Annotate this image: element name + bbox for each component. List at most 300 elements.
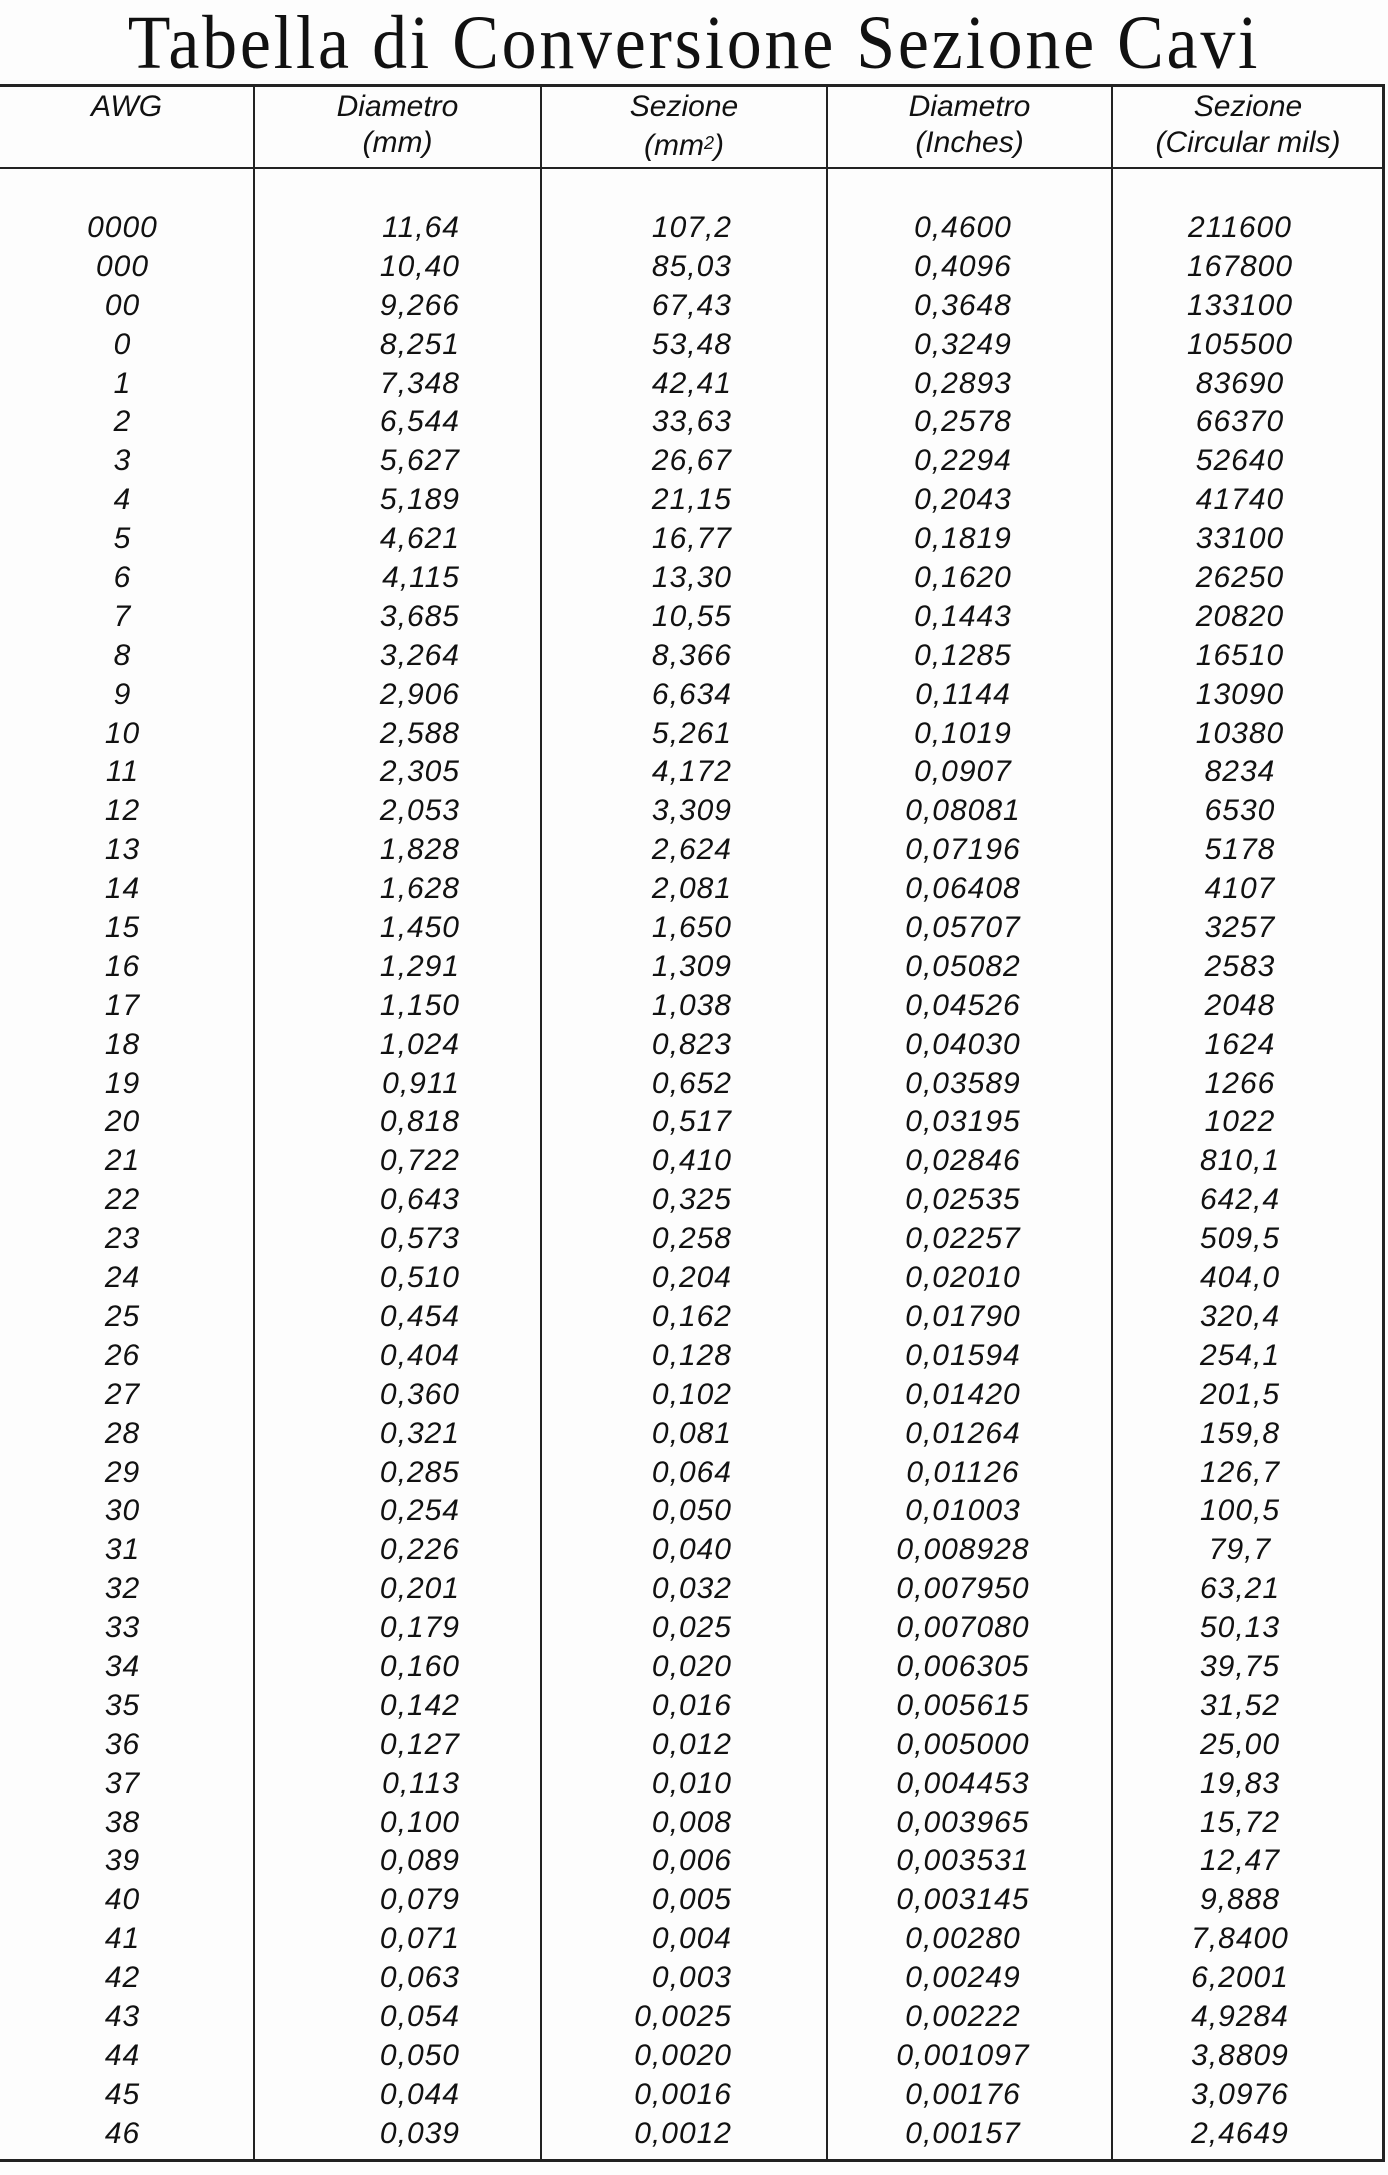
- section-circular-mils-cell: 100,5: [1199, 1494, 1281, 1528]
- awg-cell: 12: [104, 794, 141, 828]
- table-row: [0, 2037, 1385, 2076]
- awg-cell: 11: [105, 755, 140, 789]
- section-mm2-cell: 0,006: [651, 1844, 732, 1878]
- table-row: [0, 753, 1385, 792]
- table-row: [0, 1687, 1385, 1726]
- table-row: [0, 1726, 1385, 1765]
- awg-cell: 3: [113, 444, 132, 478]
- awg-cell: 16: [104, 949, 141, 983]
- awg-cell: 41: [104, 1922, 141, 1956]
- diameter-mm-cell: 0,510: [379, 1261, 460, 1295]
- diameter-inches-cell: 0,04526: [905, 988, 1021, 1022]
- table-row: [0, 676, 1385, 715]
- section-mm2-cell: 0,204: [651, 1261, 732, 1295]
- section-mm2-cell: 67,43: [651, 288, 732, 322]
- section-mm2-cell: 1,309: [651, 949, 732, 983]
- section-circular-mils-cell: 66370: [1195, 405, 1285, 439]
- awg-cell: 20: [104, 1105, 141, 1139]
- diameter-mm-cell: 0,404: [379, 1338, 460, 1372]
- diameter-inches-cell: 0,2578: [914, 405, 1012, 439]
- table-row: [0, 987, 1385, 1026]
- diameter-mm-cell: 1,024: [379, 1027, 460, 1061]
- awg-cell: 40: [104, 1883, 141, 1917]
- diameter-mm-cell: 4,115: [382, 561, 460, 595]
- table-row: [0, 365, 1385, 404]
- diameter-mm-cell: 0,722: [379, 1144, 460, 1178]
- table-row: [0, 870, 1385, 909]
- diameter-mm-cell: 0,573: [379, 1222, 460, 1256]
- section-mm2-cell: 4,172: [651, 755, 732, 789]
- section-mm2-cell: 1,038: [651, 988, 732, 1022]
- diameter-mm-cell: 9,266: [379, 288, 460, 322]
- diameter-mm-cell: 0,127: [379, 1727, 460, 1761]
- diameter-mm-cell: 1,291: [379, 949, 460, 983]
- section-circular-mils-cell: 26250: [1195, 561, 1285, 595]
- header-diameter-mm: [255, 89, 540, 167]
- diameter-inches-cell: 0,05707: [905, 911, 1021, 945]
- section-mm2-cell: 0,005: [651, 1883, 732, 1917]
- table-row: [0, 481, 1385, 520]
- diameter-inches-cell: 0,006305: [896, 1649, 1030, 1683]
- awg-cell: 30: [104, 1494, 141, 1528]
- section-mm2-cell: 53,48: [651, 327, 732, 361]
- diameter-mm-cell: 0,360: [379, 1377, 460, 1411]
- diameter-inches-cell: 0,1019: [914, 716, 1012, 750]
- section-circular-mils-cell: 52640: [1195, 444, 1285, 478]
- section-circular-mils-cell: 3,8809: [1191, 2038, 1289, 2072]
- awg-cell: 6: [113, 561, 132, 595]
- diameter-inches-cell: 0,1819: [914, 522, 1012, 556]
- table-row: [0, 1842, 1385, 1881]
- diameter-mm-cell: 8,251: [379, 327, 460, 361]
- header-unit: (Inches): [915, 126, 1024, 159]
- diameter-inches-cell: 0,01264: [905, 1416, 1021, 1450]
- section-mm2-cell: 42,41: [651, 366, 732, 400]
- section-mm2-cell: 0,410: [651, 1144, 732, 1178]
- diameter-inches-cell: 0,02010: [905, 1261, 1021, 1295]
- diameter-inches-cell: 0,01420: [905, 1377, 1021, 1411]
- awg-cell: 18: [104, 1027, 141, 1061]
- section-mm2-cell: 0,004: [651, 1922, 732, 1956]
- section-circular-mils-cell: 41740: [1195, 483, 1285, 517]
- awg-cell: 19: [104, 1066, 141, 1100]
- diameter-inches-cell: 0,3249: [914, 327, 1012, 361]
- section-circular-mils-cell: 63,21: [1199, 1572, 1281, 1606]
- awg-cell: 21: [104, 1144, 141, 1178]
- awg-cell: 9: [113, 677, 132, 711]
- diameter-inches-cell: 0,04030: [905, 1027, 1021, 1061]
- table-row: [0, 1220, 1385, 1259]
- section-circular-mils-cell: 211600: [1188, 211, 1292, 244]
- diameter-inches-cell: 0,03195: [905, 1105, 1021, 1139]
- awg-cell: 31: [104, 1533, 141, 1567]
- table-row: [0, 1998, 1385, 2037]
- diameter-inches-cell: 0,4600: [914, 211, 1012, 244]
- diameter-mm-cell: 2,906: [379, 677, 460, 711]
- header-awg-label: AWG: [90, 90, 163, 123]
- section-circular-mils-cell: 16510: [1195, 638, 1285, 672]
- header-divider: [0, 167, 1385, 169]
- awg-cell: 7: [113, 599, 132, 633]
- diameter-mm-cell: 0,285: [379, 1455, 460, 1489]
- awg-cell: 23: [104, 1222, 141, 1256]
- diameter-inches-cell: 0,004453: [896, 1766, 1030, 1800]
- diameter-inches-cell: 0,2043: [914, 483, 1012, 517]
- section-circular-mils-cell: 1624: [1204, 1027, 1276, 1061]
- section-mm2-cell: 6,634: [651, 677, 732, 711]
- awg-cell: 27: [104, 1377, 141, 1411]
- diameter-inches-cell: 0,007950: [896, 1572, 1030, 1606]
- awg-cell: 45: [104, 2077, 141, 2111]
- awg-cell: 33: [104, 1611, 141, 1645]
- section-mm2-cell: 0,064: [651, 1455, 732, 1489]
- awg-cell: 32: [104, 1572, 141, 1606]
- diameter-mm-cell: 0,179: [379, 1611, 460, 1645]
- section-circular-mils-cell: 50,13: [1199, 1611, 1281, 1645]
- diameter-inches-cell: 0,01594: [905, 1338, 1021, 1372]
- table-row: [0, 1298, 1385, 1337]
- table-row: [0, 637, 1385, 676]
- diameter-mm-cell: 0,063: [379, 1961, 460, 1995]
- diameter-inches-cell: 0,01790: [905, 1299, 1021, 1333]
- table-row: [0, 831, 1385, 870]
- section-circular-mils-cell: 31,52: [1199, 1688, 1281, 1722]
- section-mm2-cell: 0,050: [651, 1494, 732, 1528]
- diameter-inches-cell: 0,1443: [914, 599, 1012, 633]
- diameter-mm-cell: 0,321: [379, 1416, 460, 1450]
- diameter-mm-cell: 0,160: [379, 1649, 460, 1683]
- section-circular-mils-cell: 7,8400: [1191, 1922, 1289, 1956]
- table-row: [0, 598, 1385, 637]
- diameter-inches-cell: 0,08081: [905, 794, 1021, 828]
- table-row: [0, 1881, 1385, 1920]
- table-row: [0, 520, 1385, 559]
- diameter-inches-cell: 0,003531: [896, 1844, 1030, 1878]
- section-mm2-cell: 0,517: [651, 1105, 732, 1139]
- header-section-circular-mils: [1113, 89, 1383, 167]
- section-circular-mils-cell: 810,1: [1199, 1144, 1281, 1178]
- diameter-mm-cell: 0,089: [379, 1844, 460, 1878]
- section-mm2-cell: 0,652: [651, 1066, 732, 1100]
- section-circular-mils-cell: 1266: [1204, 1066, 1276, 1100]
- section-circular-mils-cell: 15,72: [1199, 1805, 1281, 1839]
- section-circular-mils-cell: 1022: [1204, 1105, 1276, 1139]
- table-row: [0, 792, 1385, 831]
- page-title: Tabella di Conversione Sezione Cavi: [127, 1, 1261, 85]
- diameter-mm-cell: 0,079: [379, 1883, 460, 1917]
- diameter-mm-cell: 0,071: [379, 1922, 460, 1956]
- section-circular-mils-cell: 12,47: [1199, 1844, 1281, 1878]
- diameter-inches-cell: 0,008928: [896, 1533, 1030, 1567]
- section-circular-mils-cell: 83690: [1195, 366, 1285, 400]
- diameter-inches-cell: 0,005615: [896, 1688, 1030, 1722]
- table-row: [0, 715, 1385, 754]
- section-mm2-cell: 2,624: [651, 833, 732, 867]
- section-circular-mils-cell: 6,2001: [1191, 1961, 1289, 1995]
- section-circular-mils-cell: 167800: [1186, 249, 1294, 283]
- awg-cell: 44: [104, 2038, 141, 2072]
- section-mm2-cell: 0,325: [651, 1183, 732, 1217]
- diameter-inches-cell: 0,00176: [905, 2077, 1021, 2111]
- section-mm2-cell: 0,162: [651, 1299, 732, 1333]
- diameter-mm-cell: 3,264: [379, 638, 460, 672]
- header-label: Diametro: [908, 90, 1031, 123]
- section-circular-mils-cell: 642,4: [1199, 1183, 1281, 1217]
- awg-cell: 35: [104, 1688, 141, 1722]
- section-circular-mils-cell: 159,8: [1199, 1416, 1281, 1450]
- diameter-inches-cell: 0,1144: [915, 677, 1011, 711]
- section-circular-mils-cell: 13090: [1195, 677, 1285, 711]
- diameter-mm-cell: 1,828: [379, 833, 460, 867]
- section-circular-mils-cell: 79,7: [1208, 1533, 1272, 1567]
- diameter-mm-cell: 0,226: [379, 1533, 460, 1567]
- awg-cell: 17: [104, 988, 141, 1022]
- awg-cell: 42: [104, 1961, 141, 1995]
- diameter-inches-cell: 0,4096: [914, 249, 1012, 283]
- section-circular-mils-cell: 3257: [1204, 911, 1276, 945]
- table-row: [0, 1804, 1385, 1843]
- section-mm2-cell: 0,016: [651, 1688, 732, 1722]
- diameter-inches-cell: 0,02257: [905, 1222, 1021, 1256]
- awg-cell: 10: [104, 716, 141, 750]
- section-mm2-cell: 107,2: [651, 211, 732, 244]
- diameter-mm-cell: 0,039: [379, 2116, 460, 2150]
- section-circular-mils-cell: 126,7: [1199, 1455, 1281, 1489]
- table-row: [0, 1920, 1385, 1959]
- diameter-mm-cell: 5,189: [379, 483, 460, 517]
- awg-cell: 25: [104, 1299, 141, 1333]
- diameter-mm-cell: 0,142: [379, 1688, 460, 1722]
- header-unit: (Circular mils): [1155, 126, 1341, 159]
- table-row: [0, 1609, 1385, 1648]
- awg-cell: 26: [104, 1338, 141, 1372]
- diameter-inches-cell: 0,003965: [896, 1805, 1030, 1839]
- diameter-mm-cell: 0,454: [379, 1299, 460, 1333]
- table-row: [0, 287, 1385, 326]
- table-row: [0, 1142, 1385, 1181]
- conversion-table: [0, 84, 1385, 2162]
- diameter-inches-cell: 0,005000: [896, 1727, 1030, 1761]
- table-row: [0, 1026, 1385, 1065]
- section-mm2-cell: 13,30: [651, 561, 732, 595]
- diameter-mm-cell: 0,201: [379, 1572, 460, 1606]
- diameter-inches-cell: 0,3648: [914, 288, 1012, 322]
- section-mm2-cell: 0,0012: [634, 2116, 732, 2150]
- awg-cell: 0: [113, 327, 132, 361]
- section-circular-mils-cell: 4107: [1204, 872, 1276, 906]
- diameter-mm-cell: 0,254: [379, 1494, 460, 1528]
- header-diameter-inches: [828, 89, 1111, 167]
- diameter-inches-cell: 0,001097: [896, 2038, 1030, 2072]
- section-circular-mils-cell: 201,5: [1199, 1377, 1281, 1411]
- diameter-inches-cell: 0,00280: [905, 1922, 1021, 1956]
- diameter-inches-cell: 0,01126: [906, 1455, 1020, 1489]
- header-label: Diametro: [336, 90, 459, 123]
- section-circular-mils-cell: 9,888: [1199, 1883, 1281, 1917]
- table-row: [0, 403, 1385, 442]
- diameter-inches-cell: 0,00157: [905, 2116, 1021, 2150]
- table-row: [0, 948, 1385, 987]
- section-mm2-cell: 0,102: [651, 1377, 732, 1411]
- section-mm2-cell: 0,010: [651, 1766, 732, 1800]
- diameter-inches-cell: 0,02846: [905, 1144, 1021, 1178]
- section-mm2-cell: 0,032: [651, 1572, 732, 1606]
- section-circular-mils-cell: 320,4: [1199, 1299, 1281, 1333]
- section-mm2-cell: 0,003: [651, 1961, 732, 1995]
- table-row: [0, 1492, 1385, 1531]
- section-mm2-cell: 0,0020: [634, 2038, 732, 2072]
- section-circular-mils-cell: 105500: [1186, 327, 1294, 361]
- section-mm2-cell: 26,67: [651, 444, 732, 478]
- diameter-mm-cell: 2,305: [379, 755, 460, 789]
- awg-cell: 39: [104, 1844, 141, 1878]
- table-row: [0, 1454, 1385, 1493]
- diameter-inches-cell: 0,1620: [914, 561, 1012, 595]
- awg-cell: 000: [95, 249, 150, 283]
- section-mm2-cell: 0,008: [651, 1805, 732, 1839]
- section-mm2-cell: 0,081: [651, 1416, 732, 1450]
- awg-cell: 8: [113, 638, 132, 672]
- section-circular-mils-cell: 509,5: [1199, 1222, 1281, 1256]
- section-mm2-cell: 5,261: [651, 716, 732, 750]
- section-circular-mils-cell: 2583: [1204, 949, 1276, 983]
- header-awg: [0, 89, 253, 167]
- awg-cell: 14: [104, 872, 141, 906]
- awg-cell: 43: [104, 1999, 141, 2033]
- section-mm2-cell: 16,77: [651, 522, 732, 556]
- diameter-inches-cell: 0,2893: [914, 366, 1012, 400]
- header-label: Sezione: [629, 90, 739, 123]
- section-circular-mils-cell: 25,00: [1199, 1727, 1281, 1761]
- table-row: [0, 442, 1385, 481]
- diameter-mm-cell: 5,627: [379, 444, 460, 478]
- awg-cell: 4: [113, 483, 132, 517]
- section-mm2-cell: 0,040: [651, 1533, 732, 1567]
- diameter-mm-cell: 1,628: [379, 872, 460, 906]
- diameter-mm-cell: 10,40: [379, 249, 460, 283]
- section-mm2-cell: 0,020: [651, 1649, 732, 1683]
- section-circular-mils-cell: 20820: [1195, 599, 1285, 633]
- table-row: [0, 326, 1385, 365]
- awg-cell: 34: [104, 1649, 141, 1683]
- awg-cell: 37: [104, 1766, 141, 1800]
- section-mm2-cell: 33,63: [651, 405, 732, 439]
- section-circular-mils-cell: 3,0976: [1191, 2077, 1289, 2111]
- table-row: [0, 2115, 1385, 2154]
- section-circular-mils-cell: 254,1: [1199, 1338, 1281, 1372]
- diameter-inches-cell: 0,0907: [914, 755, 1012, 789]
- table-row: [0, 1259, 1385, 1298]
- section-mm2-cell: 21,15: [651, 483, 732, 517]
- diameter-mm-cell: 0,818: [379, 1105, 460, 1139]
- awg-cell: 1: [113, 366, 132, 400]
- section-circular-mils-cell: 33100: [1195, 522, 1285, 556]
- section-circular-mils-cell: 4,9284: [1191, 1999, 1289, 2033]
- diameter-inches-cell: 0,02535: [905, 1183, 1021, 1217]
- section-mm2-cell: 3,309: [651, 794, 732, 828]
- section-circular-mils-cell: 133100: [1186, 288, 1294, 322]
- section-mm2-cell: 0,258: [651, 1222, 732, 1256]
- awg-cell: 29: [104, 1455, 141, 1489]
- diameter-inches-cell: 0,06408: [905, 872, 1021, 906]
- section-circular-mils-cell: 404,0: [1199, 1261, 1281, 1295]
- diameter-mm-cell: 0,044: [379, 2077, 460, 2111]
- section-mm2-cell: 8,366: [651, 638, 732, 672]
- section-circular-mils-cell: 6530: [1204, 794, 1276, 828]
- table-row: [0, 1337, 1385, 1376]
- section-circular-mils-cell: 10380: [1195, 716, 1285, 750]
- diameter-mm-cell: 7,348: [379, 366, 460, 400]
- table-body: [0, 209, 1385, 2154]
- awg-cell: 5: [113, 522, 132, 556]
- diameter-inches-cell: 0,03589: [905, 1066, 1021, 1100]
- table-row: [0, 1648, 1385, 1687]
- diameter-inches-cell: 0,007080: [896, 1611, 1030, 1645]
- diameter-inches-cell: 0,05082: [905, 949, 1021, 983]
- awg-cell: 0000: [87, 211, 158, 244]
- awg-cell: 46: [104, 2116, 141, 2150]
- diameter-mm-cell: 2,053: [379, 794, 460, 828]
- diameter-mm-cell: 0,050: [379, 2038, 460, 2072]
- diameter-mm-cell: 1,450: [379, 911, 460, 945]
- awg-cell: 13: [104, 833, 141, 867]
- diameter-mm-cell: 3,685: [379, 599, 460, 633]
- diameter-inches-cell: 0,003145: [896, 1883, 1030, 1917]
- diameter-mm-cell: 0,100: [379, 1805, 460, 1839]
- diameter-mm-cell: 0,643: [379, 1183, 460, 1217]
- section-mm2-cell: 10,55: [651, 599, 732, 633]
- awg-cell: 00: [104, 288, 141, 322]
- diameter-inches-cell: 0,2294: [914, 444, 1012, 478]
- section-mm2-cell: 0,0016: [634, 2077, 732, 2111]
- diameter-mm-cell: 1,150: [379, 988, 460, 1022]
- diameter-mm-cell: 0,113: [382, 1766, 460, 1800]
- section-mm2-cell: 0,025: [651, 1611, 732, 1645]
- header-unit: (mm): [362, 126, 433, 159]
- table-row: [0, 209, 1385, 248]
- diameter-inches-cell: 0,1285: [914, 638, 1012, 672]
- diameter-inches-cell: 0,00222: [905, 1999, 1021, 2033]
- section-circular-mils-cell: 2048: [1204, 988, 1276, 1022]
- table-row: [0, 1570, 1385, 1609]
- section-circular-mils-cell: 19,83: [1199, 1766, 1281, 1800]
- table-row: [0, 248, 1385, 287]
- awg-cell: 15: [104, 911, 141, 945]
- section-mm2-cell: 85,03: [651, 249, 732, 283]
- awg-cell: 38: [104, 1805, 141, 1839]
- awg-cell: 36: [104, 1727, 141, 1761]
- table-row: [0, 1531, 1385, 1570]
- diameter-mm-cell: 0,054: [379, 1999, 460, 2033]
- section-mm2-cell: 2,081: [651, 872, 732, 906]
- table-row: [0, 1181, 1385, 1220]
- section-circular-mils-cell: 8234: [1204, 755, 1276, 789]
- diameter-mm-cell: 0,911: [382, 1066, 460, 1100]
- table-row: [0, 1065, 1385, 1104]
- diameter-mm-cell: 11,64: [382, 211, 460, 244]
- diameter-inches-cell: 0,07196: [905, 833, 1021, 867]
- header-section-mm2: [542, 89, 826, 167]
- awg-cell: 22: [104, 1183, 141, 1217]
- header-unit: $(mm^2)$: [644, 129, 724, 162]
- table-row: [0, 1959, 1385, 1998]
- diameter-mm-cell: 4,621: [379, 522, 460, 556]
- section-circular-mils-cell: 39,75: [1199, 1649, 1281, 1683]
- table-row: [0, 559, 1385, 598]
- section-circular-mils-cell: 2,4649: [1191, 2116, 1289, 2150]
- table-row: [0, 2076, 1385, 2115]
- diameter-inches-cell: 0,01003: [905, 1494, 1021, 1528]
